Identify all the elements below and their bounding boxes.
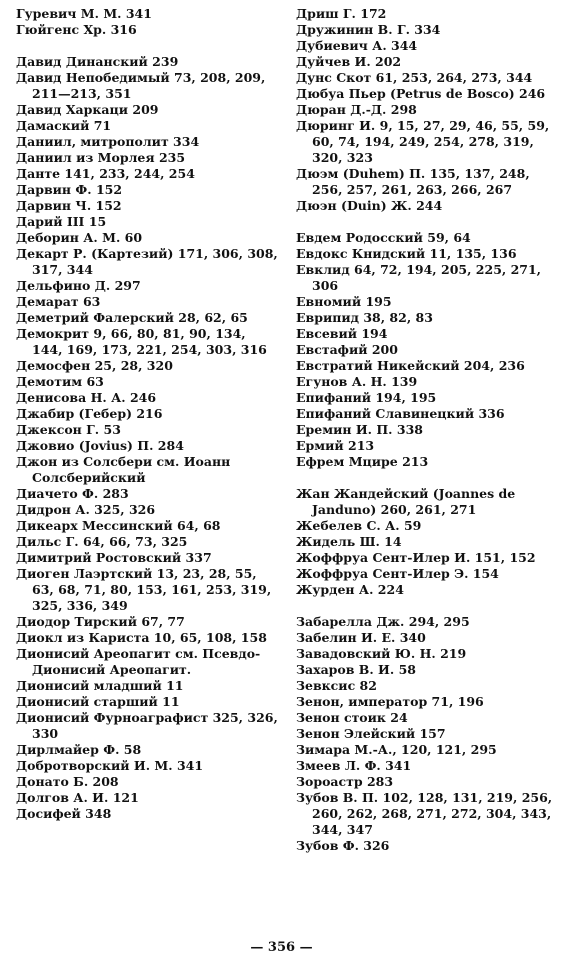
index-column-left: [16, 6, 278, 822]
index-entry: Журден А. 224: [296, 582, 404, 597]
letter-group-gap: [296, 470, 554, 486]
letter-group-gap: [296, 598, 554, 614]
index-entry: Епифаний 194, 195: [296, 390, 437, 405]
index-entry: Дидрон А. 325, 326: [16, 502, 156, 517]
index-entry: Забелин И. Е. 340: [296, 630, 426, 645]
index-entry: Джон из Солсбери см. Иоанн Солсберийский: [16, 454, 231, 485]
index-entry: Дионисий Фурноаграфист 325, 326, 330: [16, 710, 278, 741]
index-entry: Давид Непобедимый 73, 208, 209, 211—213, 351: [16, 70, 266, 101]
index-entry: Джовио (Jovius) П. 284: [16, 438, 184, 453]
index-entry: Еврипид 38, 82, 83: [296, 310, 433, 325]
index-entry: Деборин А. М. 60: [16, 230, 143, 245]
index-entry: Захаров В. И. 58: [296, 662, 416, 677]
index-entry: Диоген Лаэртский 13, 23, 28, 55, 63, 68, 71, 80, 153, 161, 253, 319, 325, 336, 349: [16, 566, 272, 613]
index-entry: Досифей 348: [16, 806, 112, 821]
index-entry: Дионисий Ареопагит см. Псевдо-Дионисий Ареопагит.: [16, 646, 261, 677]
index-entry: Дионисий младший 11: [16, 678, 184, 693]
index-entry: Добротворский И. М. 341: [16, 758, 204, 773]
index-entry: Зубов В. П. 102, 128, 131, 219, 256, 260, 262, 268, 271, 272, 304, 343, 344, 347: [296, 790, 553, 837]
index-column-right: [296, 6, 554, 854]
index-entry: Дуйчев И. 202: [296, 54, 402, 69]
index-entry: Дикеарх Мессинский 64, 68: [16, 518, 221, 533]
index-entry: Долгов А. И. 121: [16, 790, 139, 805]
index-entry: Дюэн (Duin) Ж. 244: [296, 198, 443, 213]
index-entry: Даниил из Морлея 235: [16, 150, 186, 165]
index-entry: Демосфен 25, 28, 320: [16, 358, 173, 373]
index-entry: Декарт Р. (Картезий) 171, 306, 308, 317, 344: [16, 246, 278, 277]
index-entry: Даниил, митрополит 334: [16, 134, 200, 149]
index-entry: Ермий 213: [296, 438, 375, 453]
index-entry: Евномий 195: [296, 294, 392, 309]
letter-group-gap: [16, 38, 278, 54]
index-entry: Диачето Ф. 283: [16, 486, 129, 501]
index-entry: Еремин И. П. 338: [296, 422, 423, 437]
index-entry: Дюран Д.-Д. 298: [296, 102, 417, 117]
index-entry: Егунов А. Н. 139: [296, 374, 418, 389]
index-entry: Дарвин Ф. 152: [16, 182, 123, 197]
index-entry: Жоффруа Сент-Илер И. 151, 152: [296, 550, 536, 565]
index-entry: Дюбуа Пьер (Petrus de Bosco) 246: [296, 86, 546, 101]
index-entry: Денисова Н. А. 246: [16, 390, 157, 405]
index-entry: Дельфино Д. 297: [16, 278, 141, 293]
index-entry: Димитрий Ростовский 337: [16, 550, 212, 565]
index-entry: Демарат 63: [16, 294, 101, 309]
index-entry: Зевксис 82: [296, 678, 377, 693]
index-entry: Диодор Тирский 67, 77: [16, 614, 185, 629]
index-entry: Дирлмайер Ф. 58: [16, 742, 142, 757]
index-entry: Жан Жандейский (Joannes de Janduno) 260, 261, 271: [296, 486, 516, 517]
index-entry: Донато Б. 208: [16, 774, 119, 789]
index-entry: Дружинин В. Г. 334: [296, 22, 441, 37]
index-entry: Зенон, император 71, 196: [296, 694, 484, 709]
index-entry: Давид Харкаци 209: [16, 102, 159, 117]
index-entry: Дарвин Ч. 152: [16, 198, 122, 213]
index-entry: Забарелла Дж. 294, 295: [296, 614, 470, 629]
index-entry: Зороастр 283: [296, 774, 394, 789]
index-entry: Дунс Скот 61, 253, 264, 273, 344: [296, 70, 533, 85]
index-entry: Диокл из Кариста 10, 65, 108, 158: [16, 630, 267, 645]
index-entry: Евдокс Книдский 11, 135, 136: [296, 246, 517, 261]
index-entry: Евклид 64, 72, 194, 205, 225, 271, 306: [296, 262, 542, 293]
index-entry: Демотим 63: [16, 374, 104, 389]
page-number: — 356 —: [250, 940, 313, 955]
index-entry: Епифаний Славинецкий 336: [296, 406, 505, 421]
index-entry: Деметрий Фалерский 28, 62, 65: [16, 310, 248, 325]
index-entry: Давид Динанский 239: [16, 54, 179, 69]
index-entry: Дильс Г. 64, 66, 73, 325: [16, 534, 188, 549]
index-entry: Зимара М.-А., 120, 121, 295: [296, 742, 497, 757]
index-entry: Зенон стоик 24: [296, 710, 408, 725]
index-entry: Гюйгенс Хр. 316: [16, 22, 137, 37]
index-entry: Евстафий 200: [296, 342, 398, 357]
index-entry: Дионисий старший 11: [16, 694, 180, 709]
index-entry: Змеев Л. Ф. 341: [296, 758, 412, 773]
index-entry: Завадовский Ю. Н. 219: [296, 646, 467, 661]
index-entry: Жоффруа Сент-Илер Э. 154: [296, 566, 499, 581]
index-entry: Джексон Г. 53: [16, 422, 121, 437]
index-entry: Гуревич М. М. 341: [16, 6, 152, 21]
index-entry: Дюринг И. 9, 15, 27, 29, 46, 55, 59, 60, 74, 194, 249, 254, 278, 319, 320, 323: [296, 118, 550, 165]
index-entry: Джабир (Гебер) 216: [16, 406, 163, 421]
index-entry: Ефрем Мцире 213: [296, 454, 429, 469]
index-entry: Дамаский 71: [16, 118, 112, 133]
index-entry: Зубов Ф. 326: [296, 838, 390, 853]
index-entry: Демокрит 9, 66, 80, 81, 90, 134, 144, 169, 173, 221, 254, 303, 316: [16, 326, 267, 357]
index-entry: Евдем Родосский 59, 64: [296, 230, 471, 245]
letter-group-gap: [296, 214, 554, 230]
index-entry: Данте 141, 233, 244, 254: [16, 166, 195, 181]
index-entry: Евстратий Никейский 204, 236: [296, 358, 525, 373]
index-entry: Зенон Элейский 157: [296, 726, 446, 741]
index-entry: Дарий III 15: [16, 214, 107, 229]
index-entry: Евсевий 194: [296, 326, 388, 341]
index-entry: Жебелев С. А. 59: [296, 518, 422, 533]
index-entry: Дриш Г. 172: [296, 6, 387, 21]
index-entry: Дубиевич А. 344: [296, 38, 418, 53]
index-entry: Дюэм (Duhem) П. 135, 137, 248, 256, 257, 261, 263, 266, 267: [296, 166, 530, 197]
index-entry: Жидель Ш. 14: [296, 534, 402, 549]
